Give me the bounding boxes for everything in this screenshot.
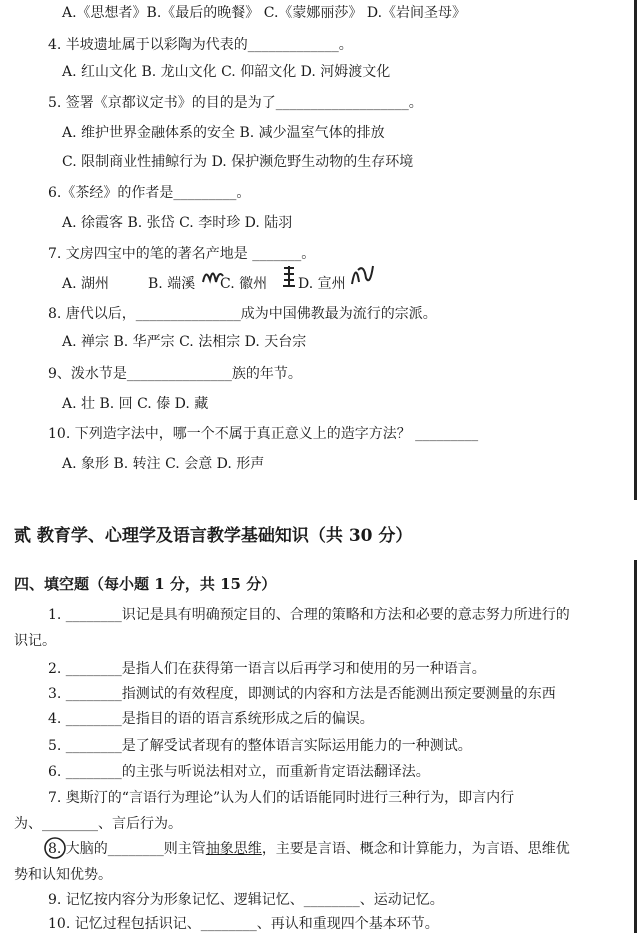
fill-q8-line1 [48,840,570,858]
handwriting-scribble-1 [200,262,226,292]
fill-q8-line2: 势和认知优势。 [14,867,112,883]
fill-q2: 2. ________是指人们在获得第一语言以后再学习和使用的另一种语言。 [48,661,486,677]
fill-q7-line1: 7. 奥斯汀的“言语行为理论”认为人们的话语能同时进行三种行为，即言内行 [48,790,515,806]
fill-q4: 4. ________是指目的语的语言系统形成之后的偏误。 [48,711,374,727]
section-2-title: 贰 教育学、心理学及语言教学基础知识（共 30 分） [14,526,413,546]
fill-q6: 6. ________的主张与听说法相对立，而重新肯定语法翻译法。 [48,764,430,780]
fill-q3: 3. ________指测试的有效程度，即测试的内容和方法是否能测出预定要测量的东西 [48,686,556,702]
q4-options: A. 红山文化 B. 龙山文化 C. 仰韶文化 D. 河姆渡文化 [62,64,391,80]
q10-stem: 10. 下列造字法中，哪一个不属于真正意义上的造字方法？ _________ [48,426,479,442]
fill-q10: 10. 记忆过程包括识记、________、再认和重现四个基本环节。 [48,916,439,932]
q7-stem: 7. 文房四宝中的笔的著名产地是 _______。 [48,246,316,262]
handwriting-scribble-2 [280,262,298,292]
q6-options: A. 徐霞客 B. 张岱 C. 李时珍 D. 陆羽 [62,215,293,231]
fill-q5: 5. ________是了解受试者现有的整体语言实际运用能力的一种测试。 [48,738,472,754]
handwritten-circle [43,836,67,860]
fill-q8-number: 8. [48,841,62,857]
q5-options-1: A. 维护世界金融体系的安全 B. 减少温室气体的排放 [62,125,385,141]
fill-q8-underlined: 抽象思维 [205,841,262,857]
fill-heading: 四、填空题（每小题 1 分，共 15 分） [14,575,277,593]
q4-stem: 4. 半坡遗址属于以彩陶为代表的_____________。 [48,37,353,53]
q10-options: A. 象形 B. 转注 C. 会意 D. 形声 [62,456,265,472]
q8-stem: 8. 唐代以后，_______________成为中国佛教最为流行的宗派。 [48,306,437,322]
q3-options: A.《思想者》B.《最后的晚餐》 C.《蒙娜丽莎》 D.《岩间圣母》 [62,5,467,21]
q7-option-b: B. 端溪 [148,276,196,292]
fill-q9: 9. 记忆按内容分为形象记忆、逻辑记忆、________、运动记忆。 [48,892,444,908]
q7-option-c: C. 徽州 [220,276,268,292]
fill-q8-post: ，主要是言语、概念和计算能力，为言语、思维优 [261,841,570,857]
fill-q1-line1: 1. ________识记是具有明确预定目的、合理的策略和方法和必要的意志努力所进行的 [48,607,570,623]
q6-stem: 6.《茶经》的作者是_________。 [48,185,251,201]
fill-q1-line2: 识记。 [14,633,56,649]
q8-options: A. 禅宗 B. 华严宗 C. 法相宗 D. 天台宗 [62,334,307,350]
q9-stem: 9、泼水节是_______________族的年节。 [48,366,302,382]
handwriting-scribble-3 [348,258,376,288]
q5-stem: 5. 签署《京都议定书》的目的是为了___________________。 [48,95,423,111]
q5-options-2: C. 限制商业性捕鲸行为 D. 保护濒危野生动物的生存环境 [62,154,414,170]
q7-option-d: D. 宣州 [298,276,346,292]
q7-option-a: A. 湖州 [62,276,110,292]
q9-options: A. 壮 B. 回 C. 傣 D. 藏 [62,396,209,412]
fill-q7-line2: 为、________、言后行为。 [14,816,182,832]
fill-q8-pre: 大脑的________则主管 [61,841,206,857]
